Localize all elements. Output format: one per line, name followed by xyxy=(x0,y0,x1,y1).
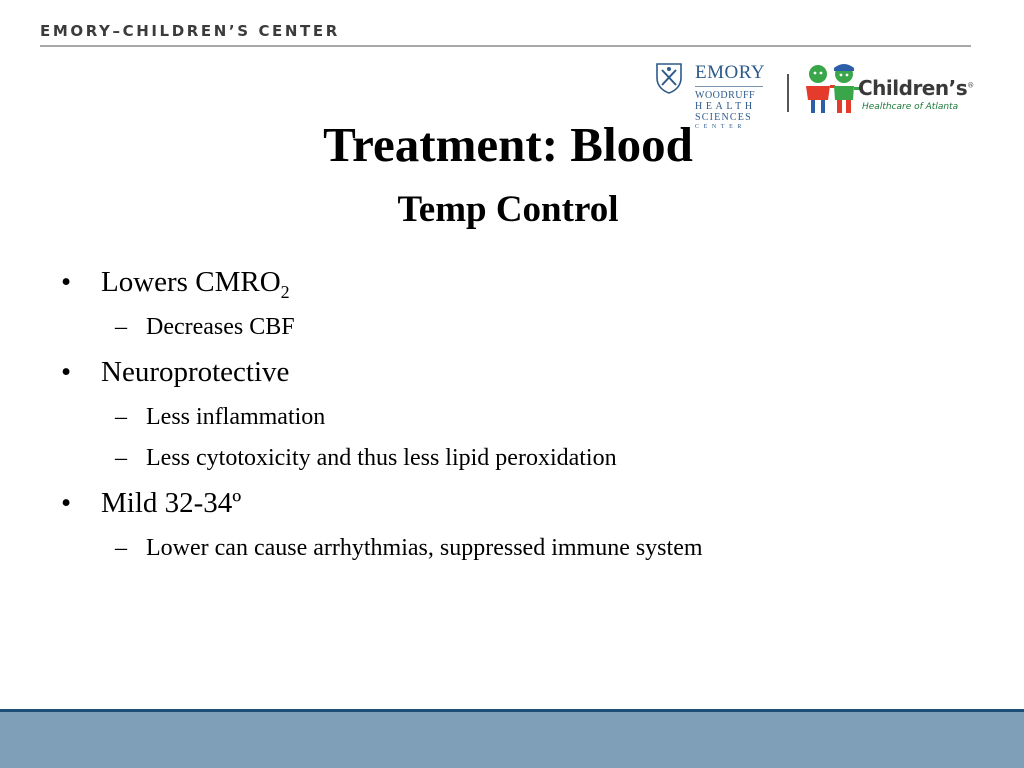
header-divider xyxy=(40,45,971,47)
emory-rule xyxy=(695,86,763,87)
header-brand: EMORY–CHILDREN’S CENTER xyxy=(40,22,340,40)
childrens-wordmark: Children’s® xyxy=(858,76,974,100)
emory-sub-4: CENTER xyxy=(695,124,746,130)
emory-sub-2: HEALTH xyxy=(695,101,756,112)
bullet-text: Lowers $CMRO_2$ xyxy=(101,266,290,302)
emory-sub-1: WOODRUFF xyxy=(695,90,756,101)
emory-wordmark: EMORY xyxy=(695,62,766,83)
emory-sub-3: SCIENCES xyxy=(695,112,752,123)
slide-subtitle: Temp Control xyxy=(397,189,619,230)
childrens-subtitle: Healthcare of Atlanta xyxy=(862,102,959,112)
kids-icon xyxy=(800,62,862,116)
shield-icon xyxy=(655,62,683,94)
footer-band xyxy=(0,712,1024,768)
logo-divider xyxy=(787,74,789,112)
childrens-logo xyxy=(800,62,975,122)
slide-title: Treatment: Blood xyxy=(323,117,693,172)
